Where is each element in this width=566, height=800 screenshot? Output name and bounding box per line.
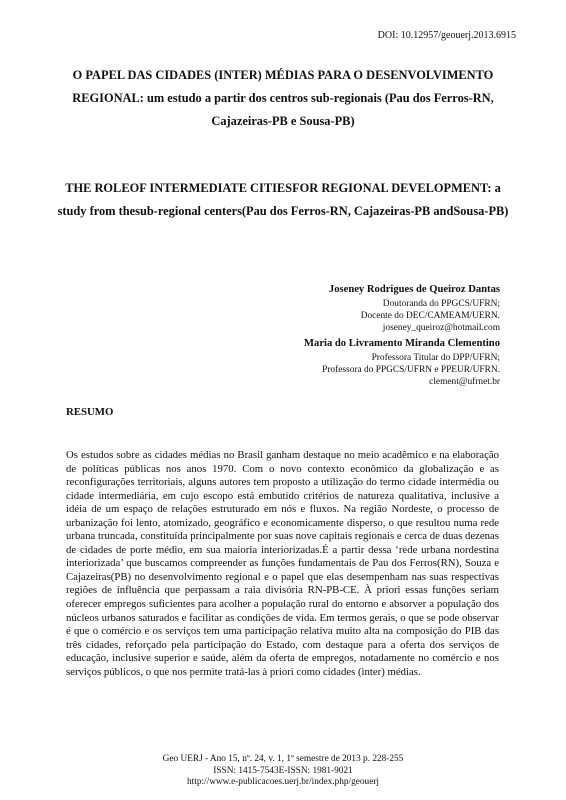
author-affiliation: Doutoranda do PPGCS/UFRN; xyxy=(382,299,500,309)
footer-issn: ISSN: 1415-7543E-ISSN: 1981-9021 xyxy=(213,765,353,776)
author-email: joseney_queiroz@hotmail.com xyxy=(382,323,500,333)
title-english-main: THE ROLEOF INTERMEDIATE CITIESFOR REGIONAL DEVELOPMENT: xyxy=(65,181,492,195)
author-affiliation: Docente do DEC/CAMEAM/UERN. xyxy=(360,311,500,321)
author-name: Joseney Rodrigues de Queiroz Dantas xyxy=(328,284,500,295)
title-portuguese-subtitle: um estudo a partir dos centros sub-regionais (Pau dos Ferros-RN, Cajazeiras-PB e Sousa-PB) xyxy=(143,91,494,128)
page-footer xyxy=(0,754,566,789)
author-block xyxy=(329,282,500,334)
footer-url: http://www.e-publicacoes.uerj.br/index.php/geouerj xyxy=(187,777,379,787)
author-affiliation: Professora do PPGCS/UFRN e PPEUR/UFRN. xyxy=(322,365,500,375)
title-english-subtitle: a study from thesub-regional centers(Pau dos Ferros-RN, Cajazeiras-PB andSousa-PB) xyxy=(57,181,509,218)
footer-journal-citation: Geo UERJ - Ano 15, nº. 24, v. 1, 1º semestre de 2013 p. 228-255 xyxy=(162,754,404,764)
abstract-paragraph: Os estudos sobre as cidades médias no Brasil ganham destaque no meio acadêmico e na elaboração de políticas públicas nos anos 1970. Com o novo contexto econômico da globalização e as reconfigurações territoriais, alguns autores tem proposto a utilização do termo cidade intermédia ou cidade intermediária, em cujo escopo está embutido critérios de natureza qualitativa, inclusive a idéia de um espaço de relações estruturado em nós e fluxos. Na região Nordeste, o processo de urbanização foi lento, atomizado, geográfico e economicamente disperso, o que resultou numa rede urbana truncada, constituída principalmente por suas nove capitais regionais e cerca de duas dezenas de cidades de porte médio, em sua maioria interiorizadas.É a partir dessa ‘rede urbana nordestina interiorizada’ que buscamos compreender as funções fundamentais de Pau dos Ferros(RN), Souza e Cajazeiras(PB) no desenvolvimento regional e o papel que elas desempenham nas suas respectivas regiões de influência que perpassam a raia divisória RN-PB-CE. À priori essas funções seriam oferecer empregos suficientes para acolher a população rural do entorno e absorver a população dos núcleos urbanos saturados e facilitar as condições de vida. Em termos gerais, o que se pode observar é que o comércio e os serviços tem uma participação relativa muito alta na composição do PIB das três cidades, reforçado pela participação do Estado, com destaque para a oferta dos serviços de educação, inclusive superior e saúde, além da oferta de empregos, notadamente no comércio e nos serviços públicos, o que nos permite tratá-las à priori como cidades (inter) médias. xyxy=(66,449,499,678)
title-english xyxy=(55,177,511,223)
doi-label: DOI: 10.12957/geouerj.2013.6915 xyxy=(377,30,516,41)
section-heading-resumo: RESUMO xyxy=(66,406,114,418)
author-name: Maria do Livramento Miranda Clementino xyxy=(304,338,500,349)
title-portuguese xyxy=(55,64,511,133)
title-portuguese-main: O PAPEL DAS CIDADES (INTER) MÉDIAS PARA O DESENVOLVIMENTO REGIONAL: xyxy=(72,68,494,105)
author-block xyxy=(304,336,500,388)
author-email: clement@ufrnet.br xyxy=(429,377,500,387)
author-affiliation: Professora Titular do DPP/UFRN; xyxy=(371,353,500,363)
